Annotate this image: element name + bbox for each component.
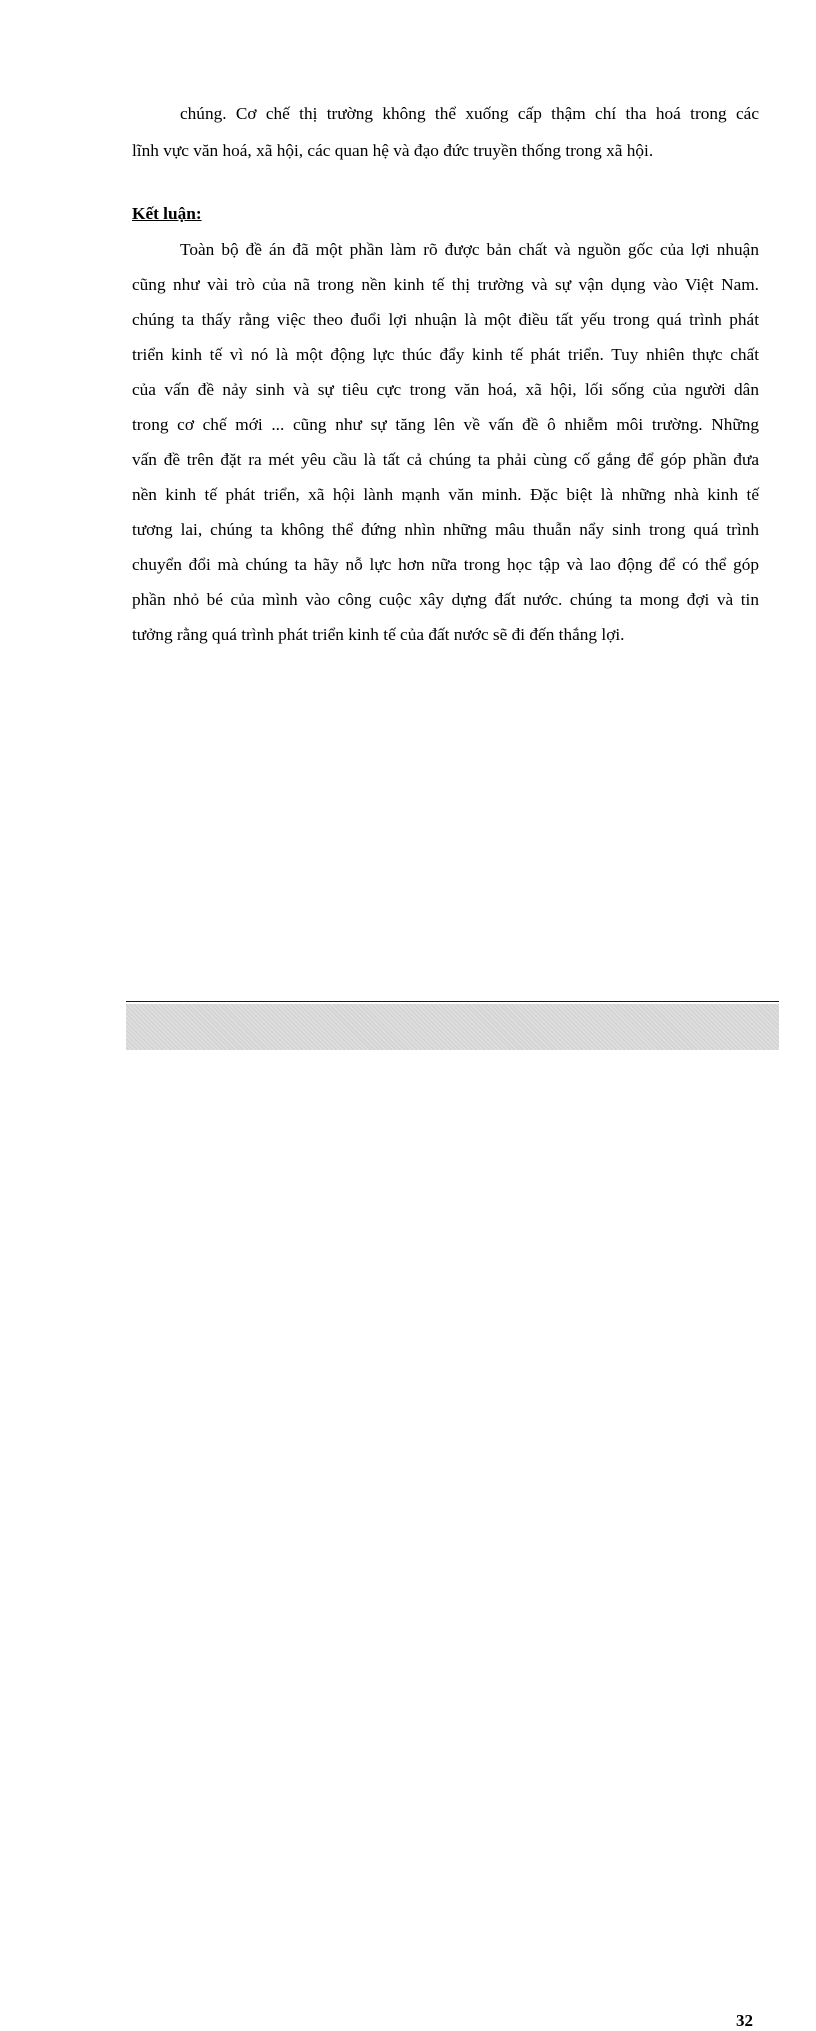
paragraph-line: phần nhỏ bé của mình vào công cuộc xây dựng đất nước. chúng ta mong đợi và tin [132,590,759,609]
paragraph-line: trong cơ chế mới ... cũng như sự tăng lên về vấn đề ô nhiễm môi trường. Những [132,415,759,434]
footer-rule [126,1001,779,1002]
paragraph-line: chuyển đổi mà chúng ta hãy nỗ lực hơn nữa trong học tập và lao động để có thể góp [132,555,759,574]
paragraph-line: Toàn bộ đề án đã một phần làm rõ được bản chất và nguồn gốc của lợi nhuận [180,240,759,259]
conclusion-heading: Kết luận: [132,204,202,223]
paragraph-line: lĩnh vực văn hoá, xã hội, các quan hệ và đạo đức truyền thống trong xã hội. [132,141,654,160]
paragraph-line: tưởng rằng quá trình phát triển kinh tế của đất nước sẽ đi đến thắng lợi. [132,625,625,644]
paragraph-line: tương lai, chúng ta không thể đứng nhìn những mâu thuẫn nẩy sinh trong quá trình [132,520,759,539]
paragraph-line: chúng ta thấy rằng việc theo đuổi lợi nhuận là một điều tất yếu trong quá trình phát [132,310,759,329]
footer-band [126,1004,779,2030]
paragraph-line: cũng như vài trò của nã trong nền kinh tế thị trường và sự vận dụng vào Việt Nam. [132,275,759,294]
paragraph-line: chúng. Cơ chế thị trường không thể xuống cấp thậm chí tha hoá trong các [180,104,759,123]
paragraph-line: nền kinh tế phát triển, xã hội lành mạnh văn minh. Đặc biệt là những nhà kinh tế [132,485,759,504]
paragraph-line: vấn đề trên đặt ra mét yêu cầu là tất cả chúng ta phải cùng cố gắng để góp phần đưa [132,450,759,469]
page-number: 32 [736,2011,753,2030]
paragraph-line: của vấn đề nảy sinh và sự tiêu cực trong văn hoá, xã hội, lối sống của người dân [132,380,759,399]
paragraph-line: triển kinh tế vì nó là một động lực thúc đẩy kinh tế phát triển. Tuy nhiên thực chất [132,345,759,364]
